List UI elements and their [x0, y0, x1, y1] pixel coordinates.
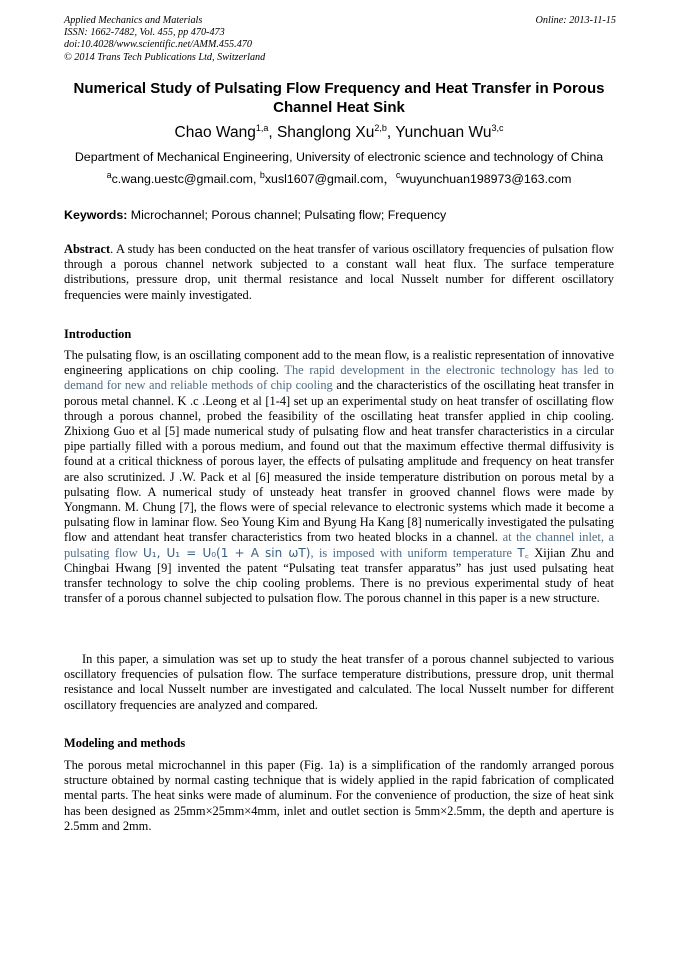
- keywords: [64, 207, 616, 223]
- journal-copyright: © 2014 Trans Tech Publications Ltd, Switzerland: [64, 51, 266, 63]
- author-sep: ,: [268, 124, 277, 141]
- author-list: [64, 123, 614, 143]
- inline-equation: U₁, U₁ = U₀(1 + A sin ωT): [142, 545, 311, 560]
- author-name: Yunchuan Wu: [395, 124, 492, 141]
- journal-issn: ISSN: 1662-7482, Vol. 455, pp 470-473: [64, 27, 225, 39]
- author-sep: ,: [386, 124, 396, 141]
- email-sup: c: [395, 169, 401, 180]
- introduction-heading: Introduction: [64, 327, 132, 341]
- email-link[interactable]: xusl1607@gmail.com: [264, 172, 384, 186]
- paper-title: Numerical Study of Pulsating Flow Frequency and Heat Transfer in Porous Channel Heat Sink: [73, 80, 605, 116]
- affiliation: Department of Mechanical Engineering, University of electronic science and technology of China: [74, 150, 604, 164]
- modeling-paragraph-1: The porous metal microchannel in this paper (Fig. 1a) is a simplification of the randomly arranged porous structure obtained by normal casting technique that is widely applied in the rapid fabrication of complicated mental parts. The heat sinks were made of aluminum. For the convenience of production, the size of heat sink has been designed as 25mm×25mm×4mm, inlet and outlet section is 5mm×2.5mm, the depth and aperture is 2.5mm and 2mm.: [64, 758, 614, 833]
- email-list: [64, 171, 614, 187]
- abstract-label: Abstract: [64, 242, 111, 256]
- introduction-paragraph-1: [64, 348, 614, 606]
- intro-text-gray: at the channel inlet, a pulsating flow: [64, 530, 614, 560]
- intro-text: The pulsating flow, is an oscillating component add to the mean flow, is a realistic representation of innovative engineering applications on chip cooling.: [64, 348, 614, 378]
- intro-text: Xijian Zhu and Chingbai Hwang [9] invented the patent “Pulsating teat transfer apparatus” has just used pulsating heat transfer technology to solve the chip cooling problems. There is no previous experimental study of heat transfer of a porous channel subjected to pulsation flow. The porous channel in this paper is a new structure.: [64, 545, 614, 606]
- email-sep: ,: [252, 172, 260, 186]
- inline-symbol: T꜀: [517, 545, 529, 560]
- abstract: [64, 242, 614, 303]
- email-link[interactable]: c.wang.uestc@gmail.com: [111, 172, 253, 186]
- author-sup: 2,b: [374, 122, 387, 133]
- journal-doi: doi:10.4028/www.scientific.net/AMM.455.470: [64, 39, 252, 51]
- introduction-paragraph-2: In this paper, a simulation was set up to study the heat transfer of a porous channel subjected to various oscillatory frequencies of pulsation flow. The surface temperature distributions, pressure drop, unit thermal resistance and local Nusselt number are investigated and calculated. The local Nusselt number for different oscillatory frequencies are analyzed and compared.: [64, 652, 614, 712]
- author-name: Chao Wang: [174, 124, 256, 141]
- keywords-text: Microchannel; Porous channel; Pulsating flow; Frequency: [127, 208, 447, 222]
- intro-text: and the characteristics of the oscillating heat transfer in porous metal channel. K .c .Leong et al [1-4] set up an experimental study on heat transfer of oscillating flow through a porous channel, probed the feasibility of the oscillating heat transfer applied in chip cooling. Zhixiong Guo et al [5] made numerical study of pulsating flow and heat transfer characteristics in a circular pipe partially filled with a porous medium, and found out that the maximum effective thermal diffusivity is found at a critical thickness of porous layer, the effects of pulsating amplitude and frequency on heat transfer are also scrutinized. J .W. Pack et al [6] measured the inside temperature distribution on porous metal by a pulsating flow. A numerical study of unsteady heat transfer in grooved channel flows were made by Yongmann. M. Chung [7], the flows were of special relevance to electronic systems which made it become a pulsating flow in laminar flow. Seo Young Kim and Byung Ha Kang [8] numerically investigated the pulsating flow and attendant heat transfer characteristics from two heated blocks in a channel.: [64, 378, 614, 545]
- keywords-label: Keywords:: [64, 208, 128, 222]
- author-name: Shanglong Xu: [276, 124, 375, 141]
- email-link[interactable]: wuyunchuan198973@163.com: [400, 172, 572, 186]
- author-sup: 1,a: [255, 122, 269, 133]
- email-sup: a: [106, 169, 112, 180]
- journal-header: [64, 15, 616, 64]
- online-date: Online: 2013-11-15: [535, 15, 616, 26]
- intro-text-gray: The rapid development in the electronic technology has led to demand for new and reliable methods of chip cooling: [64, 363, 614, 393]
- abstract-text: . A study has been conducted on the heat transfer of various oscillatory frequencies of pulsation flow through a porous channel network subjected to a constant wall heat flux. The surface temperature distributions, pressure drop, unit thermal resistance and local Nusselt number for different oscillatory frequencies were mainly investigated.: [64, 242, 614, 302]
- email-sup: b: [259, 169, 265, 180]
- email-sep: ，: [383, 172, 396, 186]
- author-sup: 3,c: [491, 122, 504, 133]
- intro-text-gray: , is imposed with uniform temperature: [310, 545, 518, 560]
- journal-name: Applied Mechanics and Materials: [64, 15, 203, 26]
- modeling-heading: Modeling and methods: [64, 736, 186, 750]
